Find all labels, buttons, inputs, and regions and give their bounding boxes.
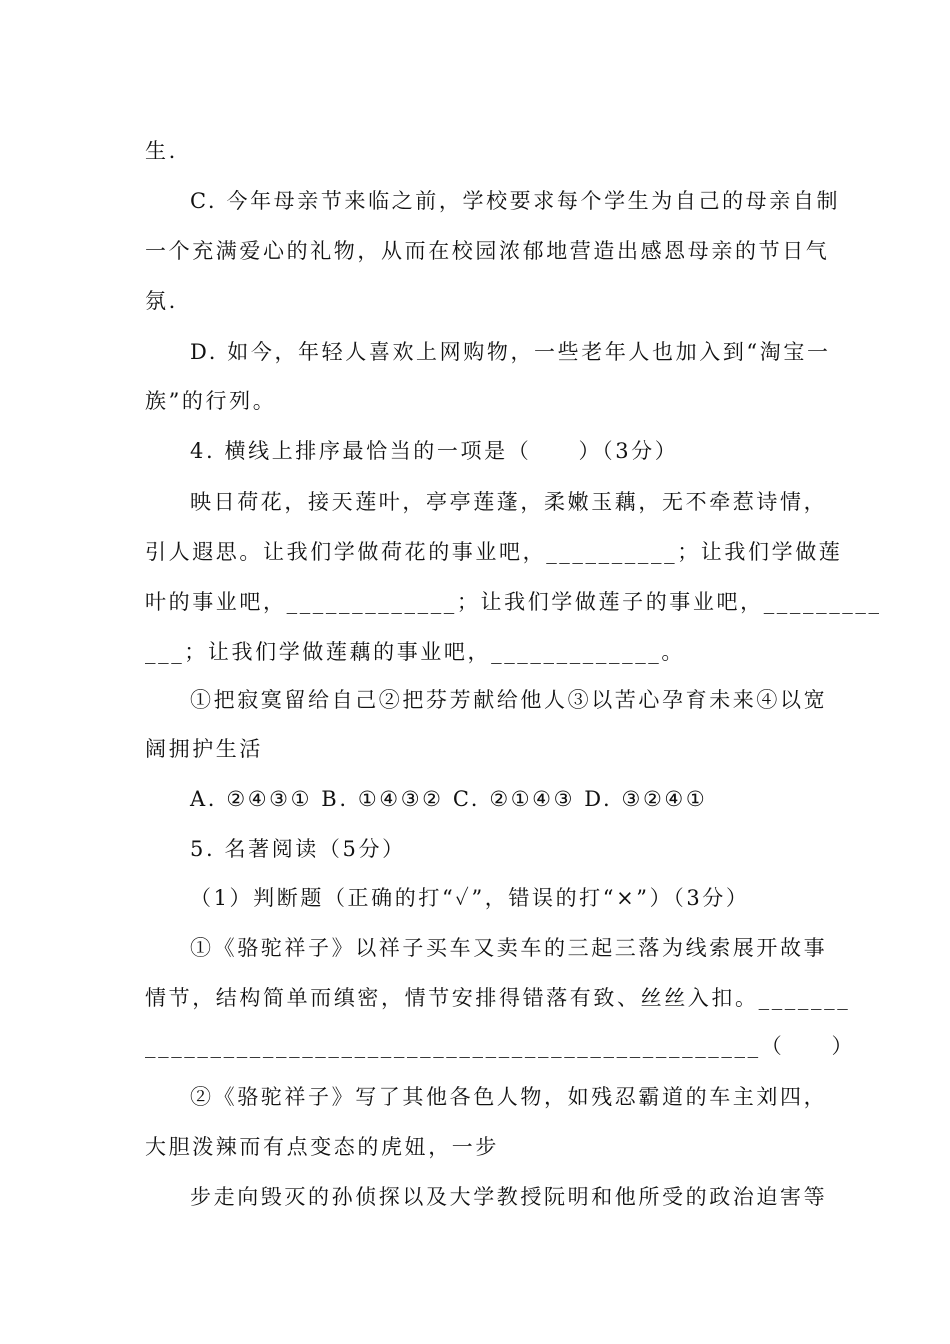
text-line: 氛. <box>145 289 178 313</box>
text-line: 步走向毁灭的孙侦探以及大学教授阮明和他所受的政治迫害等 <box>190 1185 828 1209</box>
text-line: D. 如今，年轻人喜欢上网购物，一些老年人也加入到“淘宝一 <box>190 340 831 364</box>
text-line: （1）判断题（正确的打“✓”，错误的打“×”）（3分） <box>190 886 750 910</box>
text-line: ②《骆驼祥子》写了其他各色人物，如残忍霸道的车主刘四， <box>190 1085 828 1109</box>
text-line: ①把寂寞留给自己②把芬芳献给他人③以苦心孕育未来④以宽 <box>190 688 828 712</box>
text-line: 引人遐思。让我们学做荷花的事业吧，__________；让我们学做莲 <box>145 540 843 564</box>
text-line: 阔拥护生活 <box>145 737 263 761</box>
text-line: ①《骆驼祥子》以祥子买车又卖车的三起三落为线索展开故事 <box>190 936 828 960</box>
text-line: A. ②④③① B. ①④③② C. ②①④③ D. ③②④① <box>190 787 708 811</box>
text-line: ___；让我们学做莲藕的事业吧，_____________。 <box>145 640 685 664</box>
text-line: 5. 名著阅读（5分） <box>190 837 406 861</box>
text-line: C. 今年母亲节来临之前，学校要求每个学生为自己的母亲自制 <box>190 189 841 213</box>
text-line: 映日荷花，接天莲叶，亭亭莲蓬，柔嫩玉藕，无不牵惹诗情， <box>190 490 828 514</box>
text-line: 大胆泼辣而有点变态的虎妞，一步 <box>145 1135 499 1159</box>
text-line: 族”的行列。 <box>145 389 277 413</box>
text-line: 叶的事业吧，_____________；让我们学做莲子的事业吧，_________ <box>145 590 882 614</box>
text-line: 一个充满爱心的礼物，从而在校园浓郁地营造出感恩母亲的节日气 <box>145 239 830 263</box>
text-line: 4. 横线上排序最恰当的一项是（ ）（3分） <box>190 439 679 463</box>
text-line: _______________________________________________（ ） <box>145 1034 856 1058</box>
text-line: 生. <box>145 139 178 163</box>
text-line: 情节，结构简单而缜密，情节安排得错落有致、丝丝入扣。_______ <box>145 986 851 1010</box>
